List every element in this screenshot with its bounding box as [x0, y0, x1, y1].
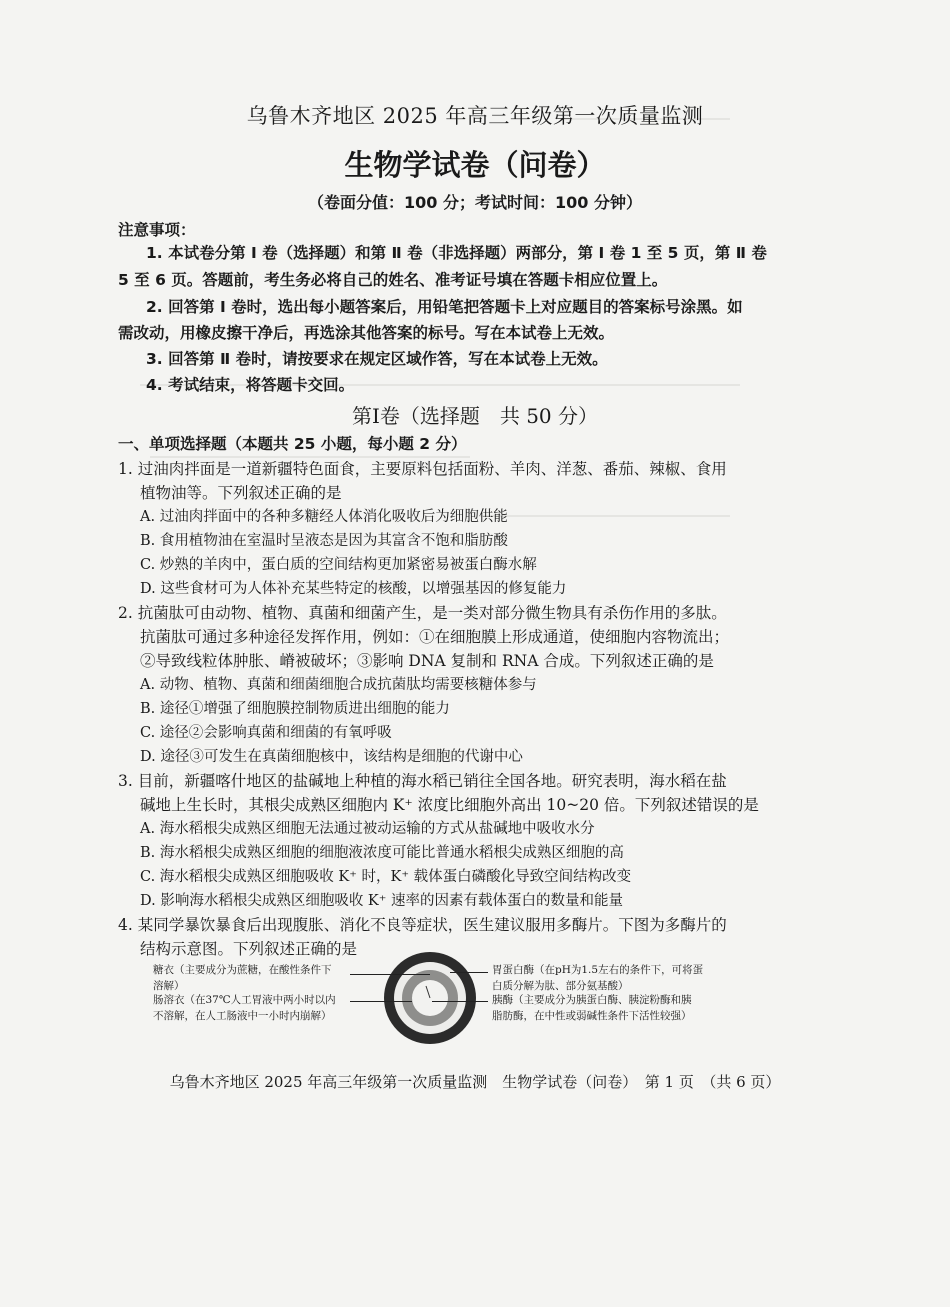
exam-region-title: 乌鲁木齐地区 2025 年高三年级第一次质量监测	[246, 104, 704, 128]
question-1-stem: 植物油等。下列叙述正确的是	[140, 484, 342, 502]
question-2-option-c: C. 途径②会影响真菌和细菌的有氧呼吸	[140, 725, 392, 741]
page-title: 生物学试卷（问卷）	[344, 148, 606, 182]
note-line: 需改动，用橡皮擦干净后，再选涂其他答案的标号。写在本试卷上无效。	[118, 324, 615, 342]
notes-heading: 注意事项：	[118, 221, 196, 239]
leader-line	[450, 972, 488, 973]
enteric-coat-label: 肠溶衣（在37℃人工胃液中两小时以内 不溶解，在人工肠液中一小时内崩解）	[153, 994, 336, 1022]
page-footer: 乌鲁木齐地区 2025 年高三年级第一次质量监测 生物学试卷（问卷） 第 1 页 （共 6 页）	[169, 1073, 781, 1091]
question-2-option-d: D. 途径③可发生在真菌细胞核中，该结构是细胞的代谢中心	[140, 749, 523, 765]
question-1-option-c: C. 炒熟的羊肉中，蛋白质的空间结构更加紧密易被蛋白酶水解	[140, 557, 537, 573]
section-heading: 第Ⅰ卷（选择题 共 50 分）	[351, 404, 599, 428]
pancreatin-label: 胰酶（主要成分为胰蛋白酶、胰淀粉酶和胰 脂肪酶，在中性或弱碱性条件下活性较强）	[492, 994, 692, 1022]
question-2-stem: ②导致线粒体肿胀、嵴被破坏；③影响 DNA 复制和 RNA 合成。下列叙述正确的是	[140, 652, 714, 670]
question-3-option-d: D. 影响海水稻根尖成熟区细胞吸收 K⁺ 速率的因素有载体蛋白的数量和能量	[140, 893, 624, 909]
pepsin-label: 胃蛋白酶（在pH为1.5左右的条件下，可将蛋 白质分解为肽、部分氨基酸）	[492, 964, 704, 992]
note-line: 3. 回答第 Ⅱ 卷时，请按要求在规定区域作答，写在本试卷上无效。	[146, 350, 608, 368]
bleed-through-line	[480, 515, 730, 517]
question-1-option-b: B. 食用植物油在室温时呈液态是因为其富含不饱和脂肪酸	[140, 533, 508, 549]
note-line: 1. 本试卷分第 Ⅰ 卷（选择题）和第 Ⅱ 卷（非选择题）两部分，第 Ⅰ 卷 1 至 5 页，第 Ⅱ 卷	[146, 244, 767, 262]
question-3-stem: 3. 目前，新疆喀什地区的盐碱地上种植的海水稻已销往全国各地。研究表明，海水稻在盐	[118, 772, 727, 790]
question-2-option-a: A. 动物、植物、真菌和细菌细胞合成抗菌肽均需要核糖体参与	[140, 677, 537, 693]
leader-line	[350, 1001, 412, 1002]
question-2-option-b: B. 途径①增强了细胞膜控制物质进出细胞的能力	[140, 701, 450, 717]
question-3-option-c: C. 海水稻根尖成熟区细胞吸收 K⁺ 时，K⁺ 载体蛋白磷酸化导致空间结构改变	[140, 869, 632, 885]
part-heading: 一、单项选择题（本题共 25 小题，每小题 2 分）	[118, 435, 467, 453]
question-1-option-d: D. 这些食材可为人体补充某些特定的核酸，以增强基因的修复能力	[140, 581, 567, 597]
question-2-stem: 抗菌肽可通过多种途径发挥作用，例如：①在细胞膜上形成通道，使细胞内容物流出；	[140, 628, 730, 646]
note-line: 4. 考试结束，将答题卡交回。	[146, 376, 355, 394]
question-1-option-a: A. 过油肉拌面中的各种多糖经人体消化吸收后为细胞供能	[140, 509, 508, 525]
note-line: 5 至 6 页。答题前，考生务必将自己的姓名、准考证号填在答题卡相应位置上。	[118, 271, 668, 289]
sugar-coat-label: 糖衣（主要成分为蔗糖，在酸性条件下 溶解）	[153, 964, 332, 992]
question-3-option-b: B. 海水稻根尖成熟区细胞的细胞液浓度可能比普通水稻根尖成熟区细胞的高	[140, 845, 624, 861]
leader-line	[432, 1001, 488, 1002]
question-4-stem: 4. 某同学暴饮暴食后出现腹胀、消化不良等症状，医生建议服用多酶片。下图为多酶片的	[118, 916, 727, 934]
tablet-rings-figure	[370, 950, 490, 1046]
question-2-stem: 2. 抗菌肽可由动物、植物、真菌和细菌产生，是一类对部分微生物具有杀伤作用的多肽。	[118, 604, 727, 622]
note-line: 2. 回答第 Ⅰ 卷时，选出每小题答案后，用铅笔把答题卡上对应题目的答案标号涂黑。如	[146, 298, 743, 316]
question-3-option-a: A. 海水稻根尖成熟区细胞无法通过被动运输的方式从盐碱地中吸收水分	[140, 821, 595, 837]
exam-meta: （卷面分值：100 分；考试时间：100 分钟）	[308, 193, 642, 212]
question-1-stem: 1. 过油肉拌面是一道新疆特色面食，主要原料包括面粉、羊肉、洋葱、番茄、辣椒、食用	[118, 460, 727, 478]
leader-line	[350, 974, 430, 975]
question-3-stem: 碱地上生长时，其根尖成熟区细胞内 K⁺ 浓度比细胞外高出 10~20 倍。下列叙述错误的是	[140, 796, 759, 814]
question-4-stem: 结构示意图。下列叙述正确的是	[140, 940, 358, 958]
